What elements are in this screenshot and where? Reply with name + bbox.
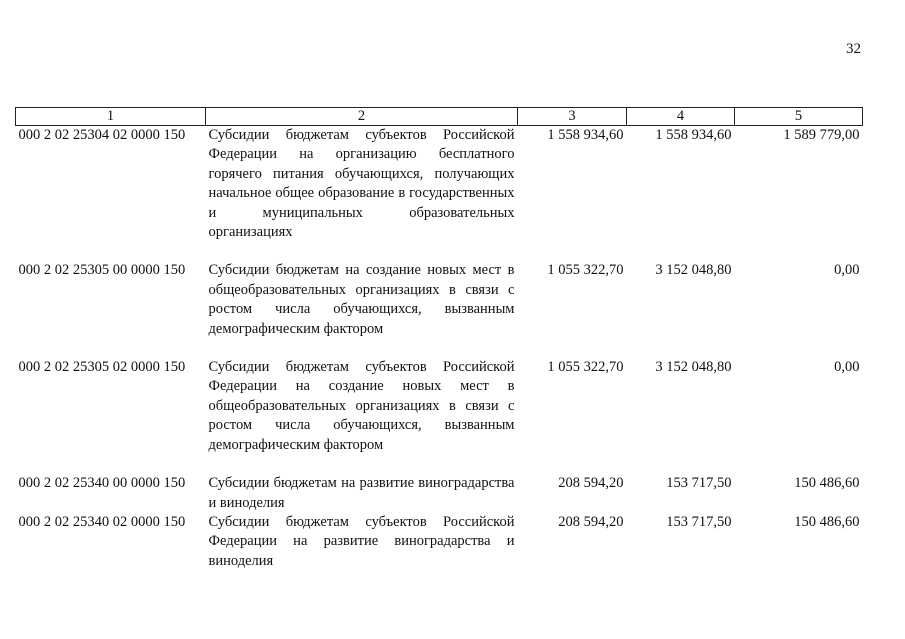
page-number: 32 xyxy=(846,41,861,57)
table-row xyxy=(16,126,863,262)
budget-code: 000 2 02 25305 02 0000 150 xyxy=(18,359,186,376)
amount-col3: 1 055 322,70 xyxy=(547,262,624,279)
table-row xyxy=(16,261,863,358)
amount-col5: 0,00 xyxy=(834,262,860,279)
description: Субсидии бюджетам на создание новых мест в общеобразовательных организациях в связи с ростом числа обучающихся, вызванным демографическим фактором xyxy=(208,262,515,337)
amount-col4: 1 558 934,60 xyxy=(655,127,732,143)
amount-col5: 150 486,60 xyxy=(794,513,860,530)
header-row xyxy=(16,108,863,126)
description: Субсидии бюджетам субъектов Российской Федерации на создание новых мест в общеобразовательных организациях в связи с ростом числа обучающихся, вызванным демографическим фактором xyxy=(208,359,515,453)
amount-col3: 1 055 322,70 xyxy=(547,359,624,376)
amount-col4: 3 152 048,80 xyxy=(655,262,732,279)
description: Субсидии бюджетам субъектов Российской Федерации на организацию бесплатного горячего питания обучающихся, получающих начальное общее образование в государственных и муниципальных образовательных организациях xyxy=(208,127,515,241)
budget-code: 000 2 02 25340 02 0000 150 xyxy=(18,513,186,530)
column-header-5: 5 xyxy=(735,108,863,126)
amount-col4: 153 717,50 xyxy=(666,475,732,492)
column-header-3: 3 xyxy=(518,108,627,126)
budget-code: 000 2 02 25340 00 0000 150 xyxy=(18,475,186,492)
budget-table xyxy=(15,107,863,571)
amount-col4: 153 717,50 xyxy=(666,513,732,530)
amount-col3: 208 594,20 xyxy=(558,513,624,530)
column-header-4: 4 xyxy=(627,108,735,126)
amount-col5: 1 589 779,00 xyxy=(783,127,860,143)
table-header xyxy=(16,108,863,126)
budget-code: 000 2 02 25304 02 0000 150 xyxy=(18,127,186,143)
table-row xyxy=(16,474,863,513)
table-body xyxy=(16,126,863,572)
amount-col3: 208 594,20 xyxy=(558,475,624,492)
amount-col4: 3 152 048,80 xyxy=(655,359,732,376)
description: Субсидии бюджетам субъектов Российской Федерации на развитие виноградарства и виноделия xyxy=(208,513,515,569)
description: Субсидии бюджетам на развитие виноградарства и виноделия xyxy=(208,475,515,511)
budget-code: 000 2 02 25305 00 0000 150 xyxy=(18,262,186,279)
amount-col3: 1 558 934,60 xyxy=(547,127,624,143)
column-header-1: 1 xyxy=(16,108,206,126)
column-header-2: 2 xyxy=(206,108,518,126)
table-row xyxy=(16,358,863,474)
amount-col5: 150 486,60 xyxy=(794,475,860,492)
amount-col5: 0,00 xyxy=(834,359,860,376)
table-row xyxy=(16,513,863,571)
